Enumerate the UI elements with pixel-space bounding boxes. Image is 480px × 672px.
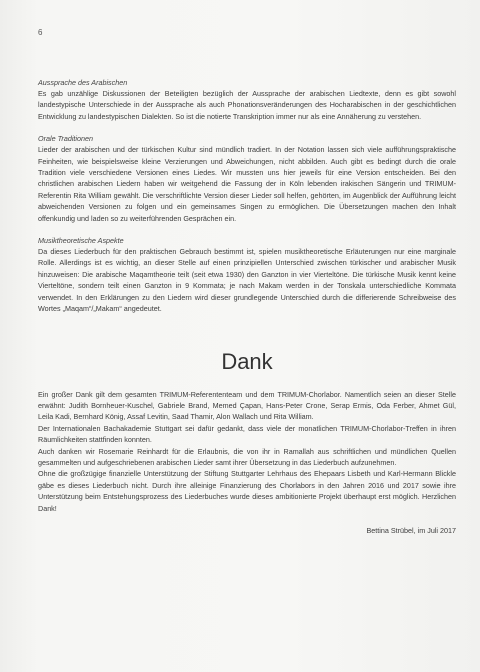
section-body-pronunciation: Es gab unzählige Diskussionen der Beteiligten bezüglich der Aussprache der arabischen Liedtexte, denn es gibt sowohl landestypische Unterschiede in der Aussprache als auch Phonationsveränderungen des Hocharabischen in der geschichtlichen Entwicklung zu landestypischen Dialekten. So ist die notierte Transkription immer nur als eine Annäherung zu verstehen.: [38, 89, 456, 121]
section-title-oral-traditions: Orale Traditionen: [38, 134, 93, 144]
dank-paragraph: Der Internationalen Bachakademie Stuttgart sei dafür gedankt, dass viele der monatlichen TRIMUM-Chorlabor-Treffen in ihren Räumlichkeiten stattfinden konnten.: [38, 423, 456, 445]
section-body-music-theory: Da dieses Liederbuch für den praktischen Gebrauch bestimmt ist, spielen musiktheoretische Erläuterungen nur eine marginale Rolle. Allerdings ist es wichtig, an dieser Stelle auf einen prinzipiellen Unterschied zwischen türkischer und arabischer Musik hinzuweisen: Die arabische Maqamtheorie teilt (seit etwa 1930) den Ganzton in vier Vierteltöne. Die türkische Musik kennt keine Vierteltöne, sondern teilt einen Ganzton in 9 Kommata; je nach Makam werden in der Tonskala unterschiedliche Kommata verwendet. In den Erklärungen zu den Liedern wird dieser grundlegende Unterschied durch die differierende Schreibweise des Wortes „Maqam“/„Makam“ angedeutet.: [38, 247, 456, 314]
dank-section: [38, 389, 456, 535]
section-title-pronunciation: Aussprache des Arabischen: [38, 78, 128, 87]
dank-heading: Dank: [221, 348, 273, 374]
dank-paragraph: Ein großer Dank gilt dem gesamten TRIMUM-Referententeam und dem TRIMUM-Chorlabor. Namentlich seien an dieser Stelle erwähnt: Judith Bornheuer-Kuschel, Gabriele Brand, Memed Çapan, Hans-Peter Crone, Serap Ermis, Oda Ferber, Ahmet Gül, Leila Kadi, Bernhard König, Assaf Levitin, Saad Thamir, Alon Wallach und Rita William.: [38, 389, 456, 422]
section-title-music-theory: Musiktheoretische Aspekte: [38, 236, 124, 246]
page-content: [38, 78, 456, 535]
page-number: 6: [38, 28, 43, 37]
dank-paragraph: Ohne die großzügige finanzielle Unterstützung der Stiftung Stuttgarter Lehrhaus des Ehepaars Lisbeth und Karl-Hermann Blickle gäbe es dieses Liederbuch nicht. Durch ihre alleinige Finanzierung des Chorlabors in den Jahren 2016 und 2017 sowie ihre Unterstützung beim Entstehungsprozess des Liederbuches wurde dieses ambitionierte Projekt überhaupt erst möglich. Herzlichen Dank!: [38, 469, 456, 513]
section-body-oral-traditions: Lieder der arabischen und der türkischen Kultur sind mündlich tradiert. In der Notation lassen sich viele aufführungspraktische Feinheiten, wie beispielsweise kleine Verzierungen und Abweichungen, nicht abbilden. Auch gibt es bedingt durch die orale Tradition viele verschiedene Versionen eines Liedes. Wir mussten uns hier jeweils für eine Version entscheiden. Bei den christlichen arabischen Liedern haben wir weitgehend die Fassung der in Köln lebenden irakischen Sängerin und TRIMUM-Referentin Rita William gewählt. Die verschriftlichte Version dieser Lieder soll helfen, gehörten, im Augenblick der Aufführung leicht abweichenden Versionen zu folgen und ein gemeinsames Singen zu ermöglichen. Die Übersetzungen machen den Inhalt offenkundig und laden so zu weiterführenden Gesprächen ein.: [38, 145, 456, 223]
signature: Bettina Strübel, im Juli 2017: [366, 525, 456, 535]
dank-paragraph: Auch danken wir Rosemarie Reinhardt für die Erlaubnis, die von ihr in Ramallah aus schriftlichen und mündlichen Quellen gesammelten und aufgeschriebenen arabischen Lieder samt ihrer Übersetzung in das Liederbuch aufzunehmen.: [38, 446, 456, 467]
